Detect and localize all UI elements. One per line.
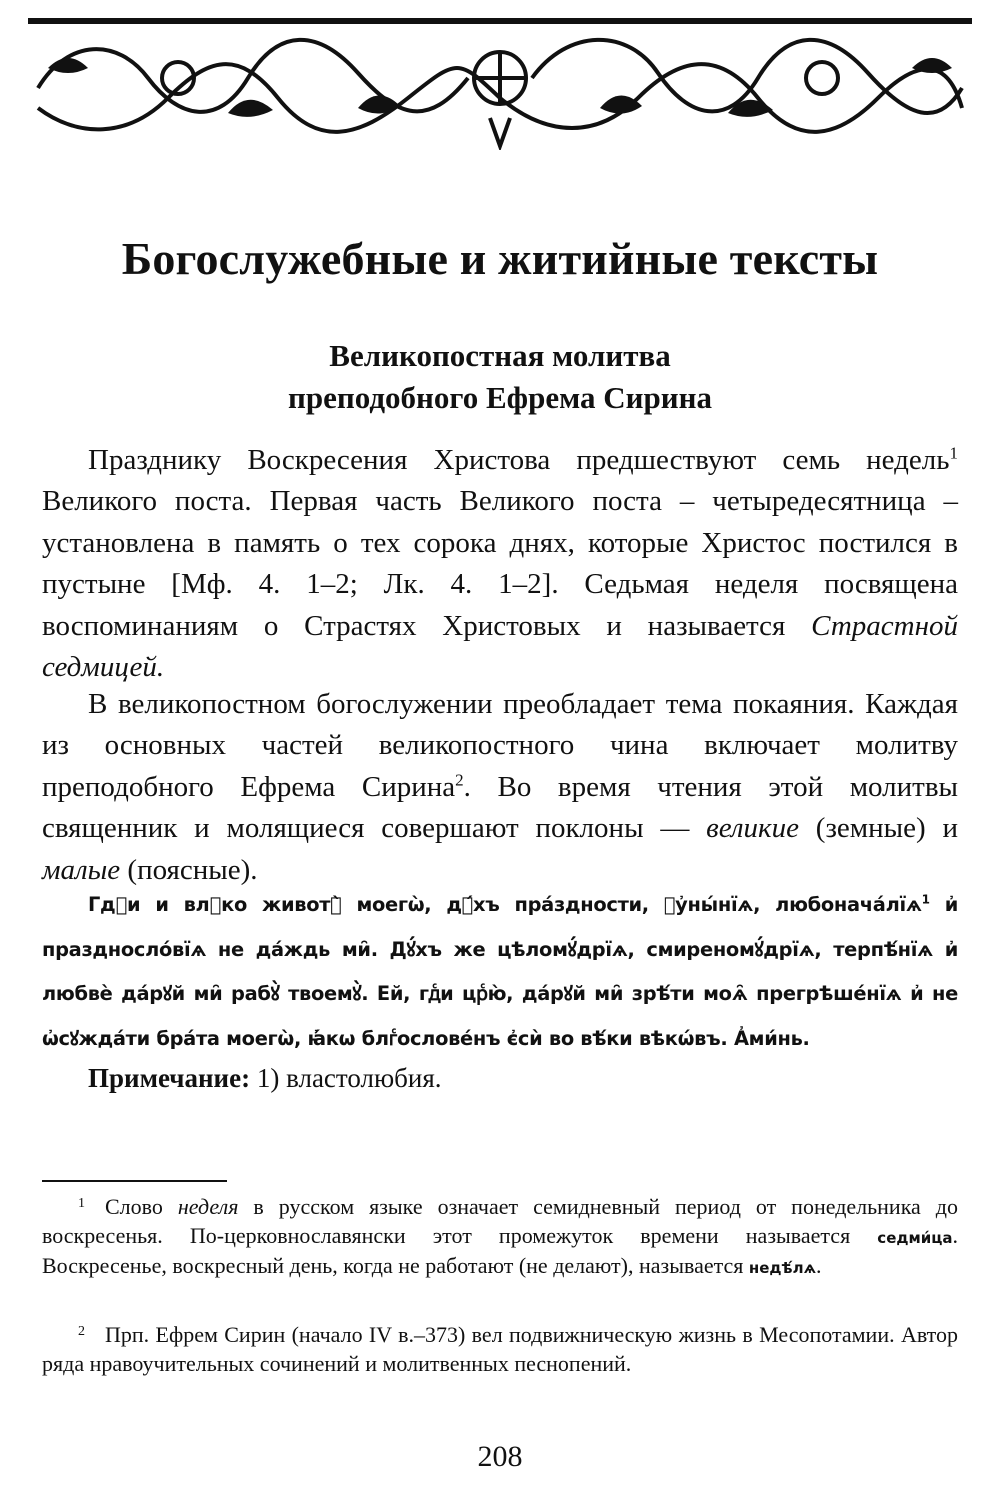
- footnote-2-number: 2: [78, 1324, 85, 1339]
- footnote-1: [42, 1190, 958, 1283]
- paragraph-2-text-d: (поясные).: [120, 853, 258, 886]
- prayer-note-label: Примечание:: [88, 1063, 251, 1093]
- paragraph-2-text-a: В великопостном богослужении преобладает тема покаяния. Каждая из основных частей великопостного чина включает молитву преподобного Ефрема Сирина: [42, 688, 958, 803]
- footnote-divider: [42, 1180, 227, 1182]
- footnote-1-italic: неделя: [177, 1194, 239, 1219]
- paragraph-1-text-a: Празднику Воскресения Христова предшествуют семь недель: [88, 444, 950, 476]
- prayer-text-b: и҆ праздносло́вїѧ не да́ждь ми̑. Дꙋ́хъ же цѣломꙋ́дрїѧ, смиреномꙋ́дрїѧ, терпѣ́нїѧ и҆ любвѐ да́рꙋй ми̑ рабꙋ̀ твоемꙋ̀. Ей, гдⷭи црⷭю̀, да́рꙋй ми̑ зрѣ́ти моѧ̑ прегрѣше́нїѧ и҆ не ѡ҆сꙋжда́ти бра́та моегѡ̀, ꙗ҆́кѡ блгⷭослове́нъ є҆сѝ во вѣ́ки вѣкѡ́въ. А҆ми́нь.: [42, 893, 958, 1050]
- section-title: [0, 335, 1000, 419]
- church-slavonic-prayer: [42, 883, 958, 1061]
- decorative-headpiece: [28, 18, 972, 150]
- footnote-1-slavonic-2: недѣ́лѧ: [748, 1259, 817, 1277]
- paragraph-2-text-c: (земные) и: [799, 812, 958, 845]
- footnote-1-text-d: .: [816, 1253, 822, 1278]
- paragraph-2: [42, 684, 958, 891]
- page-title: Богослужебные и житийные тексты: [121, 233, 879, 284]
- prayer-note-ref: 1: [921, 892, 930, 907]
- paragraph-1-text-b: Великого поста. Первая часть Великого поста – четыредесятница – установлена в память о тех сорока днях, которые Христос постился в пустыне [Мф. 4. 1–2; Лк. 4. 1–2]. Седьмая неделя посвящена воспоминаниям о Страстях Христовых и называется: [42, 485, 958, 642]
- footnote-1-text-a: Слово: [105, 1194, 178, 1219]
- page-number: 208: [477, 1440, 523, 1473]
- paragraph-2-text-b: . Во время чтения этой молитвы священник и молящиеся совершают поклоны —: [42, 770, 958, 845]
- footnote-2: [42, 1318, 958, 1378]
- prayer-note: [88, 1063, 442, 1094]
- prayer-note-text: 1) властолюбия.: [250, 1063, 442, 1093]
- section-title-line-2: преподобного Ефрема Сирина: [288, 380, 712, 415]
- prayer-text-a: Гдⷭи и влⷣко животꙋ̀ моегѡ̀, дꙋ́хъ пра́здности, ᲂу҆ны́нїѧ, любонача́лїѧ: [88, 893, 922, 916]
- footnote-1-text-b: в русском языке означает семидневный период от понедельника до воскресенья. По-церковнославянски этот промежуток времени называется: [42, 1194, 958, 1248]
- footnote-1-number: 1: [78, 1196, 85, 1211]
- footnote-1-text-c: . Воскресенье, воскресный день, когда не работают (не делают), называется: [42, 1222, 958, 1278]
- footnote-1-slavonic-1: седми́ца: [877, 1228, 953, 1247]
- paragraph-2-italic-1: великие: [706, 812, 799, 845]
- paragraph-1-italic: Страстной седмицей.: [42, 609, 958, 684]
- paragraph-2-italic-2: малые: [42, 853, 121, 886]
- section-title-line-1: Великопостная молитва: [329, 338, 671, 373]
- footnote-ref-2: 2: [455, 770, 464, 790]
- footnote-ref-1: 1: [949, 443, 958, 463]
- paragraph-1: [42, 440, 958, 688]
- footnote-2-text: Прп. Ефрем Сирин (начало IV в.–373) вел подвижническую жизнь в Месопотамии. Автор ряда нравоучительных сочинений и молитвенных песнопений.: [42, 1322, 958, 1376]
